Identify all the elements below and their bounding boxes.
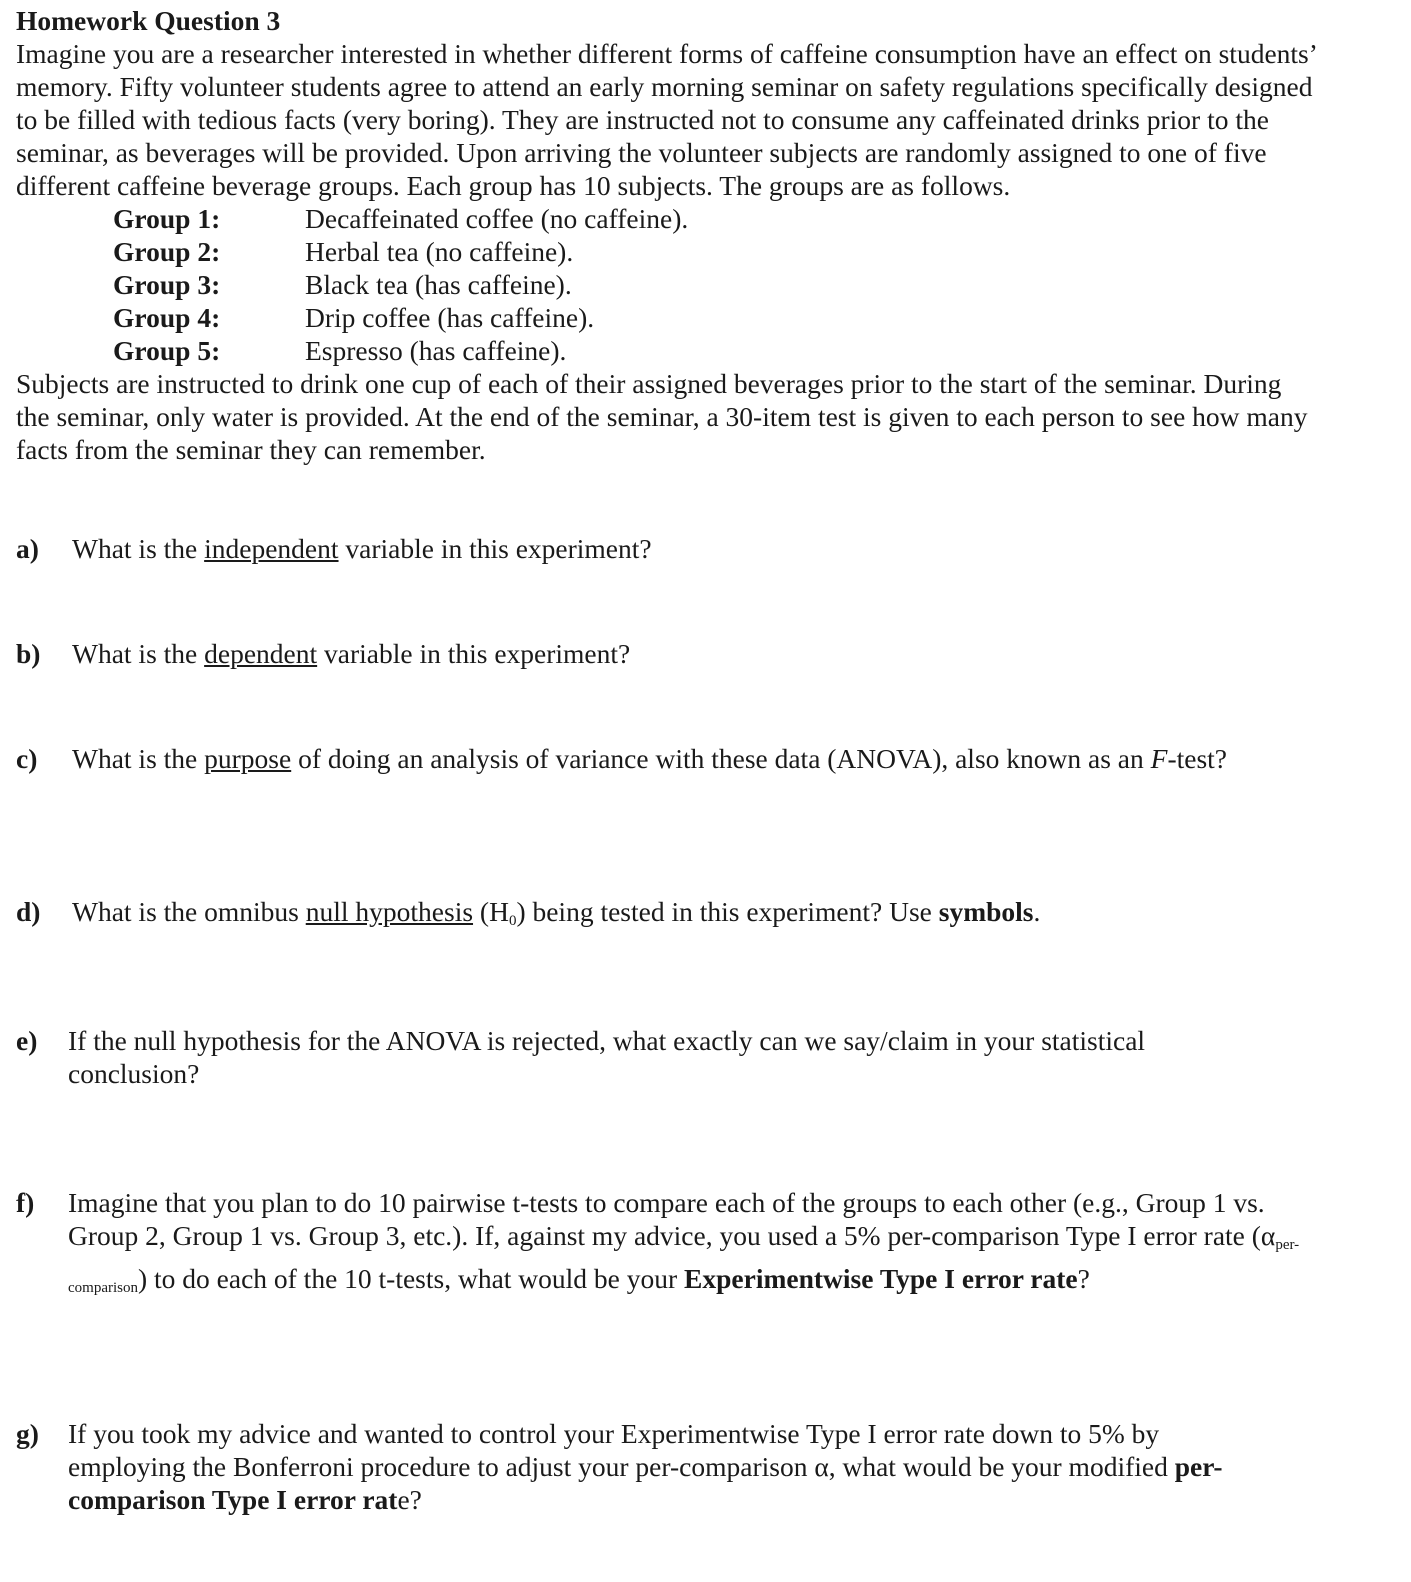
subscript: per-comparison (68, 1237, 1300, 1296)
question-text-part: ) being tested in this experiment? Use (516, 896, 939, 927)
question-text-part: e? (397, 1484, 422, 1515)
question-text-part: variable in this experiment? (317, 638, 631, 669)
question-text-part: What is the (72, 533, 205, 564)
page-title: Homework Question 3 (16, 5, 281, 36)
question-text (72, 742, 1332, 775)
question-text (68, 1186, 1308, 1305)
question-text-part: ) to do each of the 10 t-tests, what would be your (137, 1263, 685, 1294)
question-d (16, 895, 1396, 938)
question-letter: f) (16, 1187, 35, 1218)
question-text (72, 637, 1332, 670)
group-label: Group 1: (113, 203, 221, 234)
group-label: Group 5: (113, 335, 221, 366)
question-f (16, 1186, 1396, 1305)
question-text-part: Imagine that you plan to do 10 pairwise t-tests to compare each of the groups to each other (e.g., Group 1 vs. Group 2, Group 1 vs. Group 3, etc.). If, against my advice, you used a 5% per-comparison Type I error rate (α (68, 1187, 1276, 1251)
underlined-term: null hypothesis (305, 896, 474, 927)
italic-term: F (1150, 743, 1168, 774)
group-row (113, 301, 1396, 334)
group-list (113, 202, 1396, 367)
question-text-part: variable in this experiment? (338, 533, 652, 564)
underlined-term: dependent (204, 638, 318, 669)
question-text-part: . (1033, 896, 1041, 927)
question-letter: e) (16, 1025, 38, 1056)
procedure-paragraph: Subjects are instructed to drink one cup of each of their assigned beverages prior to the start of the seminar. During the seminar, only water is provided. At the end of the seminar, a 30-item test is given to each person to see how many facts from the seminar they can remember. (16, 368, 1308, 465)
question-letter: c) (16, 743, 38, 774)
question-text-part: of doing an analysis of variance with these data (ANOVA), also known as an (291, 743, 1151, 774)
group-label: Group 2: (113, 236, 221, 267)
intro-paragraph: Imagine you are a researcher interested in whether different forms of caffeine consumption have an effect on students’ memory. Fifty volunteer students agree to attend an early morning seminar on safety regulations specifically designed to be filled with tedious facts (very boring). They are instructed not to consume any caffeinated drinks prior to the seminar, as beverages will be provided. Upon arriving the volunteer subjects are randomly assigned to one of five different caffeine beverage groups. Each group has 10 subjects. The groups are as follows. (16, 38, 1316, 201)
bold-term: per-comparison Type I error rat (68, 1451, 1223, 1515)
group-row (113, 235, 1396, 268)
question-a (16, 532, 1396, 565)
bold-term: symbols (938, 896, 1034, 927)
group-label: Group 3: (113, 269, 221, 300)
question-letter: g) (16, 1418, 39, 1449)
question-letter: a) (16, 533, 39, 564)
group-description: Herbal tea (no caffeine). (305, 236, 574, 267)
question-text (72, 532, 1332, 565)
question-letter: d) (16, 896, 41, 927)
subscript: 0 (508, 913, 517, 929)
bold-term: Experimentwise Type I error rate (684, 1263, 1078, 1294)
question-g (16, 1417, 1396, 1516)
question-text-part: -test? (1167, 743, 1227, 774)
question-text: If the null hypothesis for the ANOVA is rejected, what exactly can we say/claim in your statistical conclusion? (68, 1025, 1146, 1089)
group-row (113, 202, 1396, 235)
question-text (72, 895, 1332, 938)
question-text-part: (H (473, 896, 509, 927)
group-row (113, 268, 1396, 301)
question-text-part: What is the (72, 743, 205, 774)
question-text-part: If you took my advice and wanted to control your Experimentwise Type I error rate down to 5% by employing the Bonferroni procedure to adjust your per-comparison α, what would be your modified (68, 1418, 1175, 1482)
group-description: Black tea (has caffeine). (305, 269, 572, 300)
group-row (113, 334, 1396, 367)
question-letter: b) (16, 638, 41, 669)
question-text (68, 1417, 1228, 1516)
question-text-part: ? (1077, 1263, 1090, 1294)
question-c (16, 742, 1396, 775)
group-label: Group 4: (113, 302, 221, 333)
group-description: Drip coffee (has caffeine). (305, 302, 595, 333)
underlined-term: purpose (204, 743, 292, 774)
question-b (16, 637, 1396, 670)
question-text-part: What is the omnibus (72, 896, 306, 927)
underlined-term: independent (204, 533, 339, 564)
question-text-part: What is the (72, 638, 205, 669)
group-description: Espresso (has caffeine). (305, 335, 567, 366)
question-e (16, 1024, 1396, 1090)
group-description: Decaffeinated coffee (no caffeine). (305, 203, 689, 234)
